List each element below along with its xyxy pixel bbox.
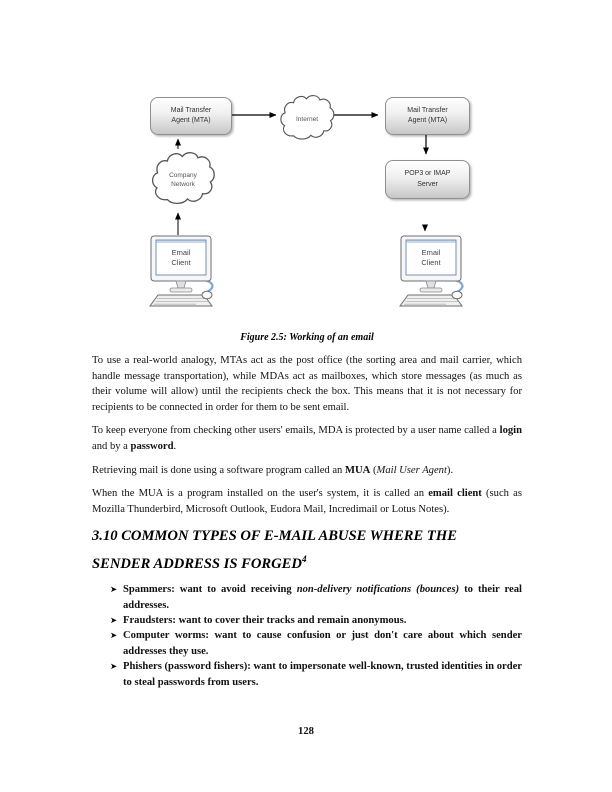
- mta-right-box: [385, 97, 470, 135]
- email-client-label-line1: Email: [171, 248, 191, 257]
- mail-user-agent-term: Mail User Agent: [376, 464, 447, 476]
- email-client-computer-left: [146, 235, 216, 309]
- email-client-label-line2: Client: [171, 258, 191, 267]
- paragraph-mua: Retrieving mail is done using a software program called an MUA (Mail User Agent).: [92, 464, 454, 476]
- internet-label: Internet: [295, 115, 319, 123]
- mta-right-label-line2: Agent (MTA): [407, 117, 448, 124]
- company-network-label-line1: Company: [169, 172, 197, 179]
- list-item-spammers: ➤ Spammers: want to avoid receiving non-delivery notifications (bounces) to their real addresses.: [110, 584, 522, 611]
- mta-right-label-line1: Mail Transfer: [407, 106, 448, 114]
- body-text: [92, 353, 522, 690]
- paragraph-login-password: To keep everyone from checking other users' emails, MDA is protected by a user name called a login and by a password.: [92, 425, 522, 452]
- paragraph-analogy: To use a real-world analogy, MTAs act as the post office (the sorting area and mail carrier, which handle message transportation), while MDAs act as mailboxes, which store messages (as much as their volume will allow) until the recipients check the box. This means that it is not necessary for recipients to be connected in order for them to be sent email.: [92, 355, 522, 413]
- arrow-bullet-icon: ➤: [110, 616, 118, 627]
- list-item-phishers: ➤ Phishers (password fishers): want to impersonate well-known, trusted identities in order to steal passwords from users.: [110, 661, 523, 688]
- arrow-bullet-icon: ➤: [110, 585, 118, 596]
- mta-left-label-line2: Agent (MTA): [171, 117, 211, 124]
- mua-term: MUA: [345, 464, 371, 476]
- pop3-label-line1: POP3 or IMAP: [404, 170, 451, 177]
- mta-left-box: [150, 97, 232, 135]
- computer-icon: [146, 235, 216, 309]
- pop3-imap-server-box: [385, 160, 470, 199]
- section-heading-line1: 3.10 COMMON TYPES OF E-MAIL ABUSE WHERE THE: [92, 528, 457, 545]
- page-number: 128: [298, 726, 314, 737]
- mta-left-label-line1: Mail Transfer: [170, 106, 212, 114]
- password-term: password: [130, 440, 174, 452]
- email-flow-diagram: [0, 88, 612, 320]
- pop3-label-line2: Server: [417, 180, 438, 188]
- email-client-term: email client: [428, 488, 482, 500]
- list-item-fraudsters: ➤ Fraudsters: want to cover their tracks and remain anonymous.: [92, 613, 522, 628]
- list-item-computer-worms: ➤ Computer worms: want to cause confusion or just don't care about which sender addresses they use.: [110, 630, 522, 657]
- paragraph-email-client: When the MUA is a program installed on the user's system, it is called an email client (such as Mozilla Thunderbird, Microsoft Outlook, Eudora Mail, Incredimail or Lotus Notes).: [92, 488, 522, 515]
- email-client-label-line2: Client: [421, 258, 441, 267]
- company-network-cloud: [149, 150, 217, 210]
- internet-cloud: [279, 88, 335, 150]
- company-network-label-line2: Network: [171, 181, 195, 188]
- section-heading-3-10: [92, 525, 522, 575]
- abuse-types-list: [92, 582, 522, 690]
- section-heading-line2: SENDER ADDRESS IS FORGED: [92, 555, 302, 572]
- footnote-reference: 4: [301, 553, 307, 564]
- computer-icon: [396, 235, 466, 309]
- email-client-label-line1: Email: [421, 248, 441, 257]
- figure-caption: Figure 2.5: Working of an email: [240, 332, 374, 343]
- login-term: login: [499, 425, 522, 437]
- email-client-computer-right: [396, 235, 466, 309]
- arrow-bullet-icon: ➤: [110, 631, 118, 642]
- arrow-bullet-icon: ➤: [110, 662, 118, 673]
